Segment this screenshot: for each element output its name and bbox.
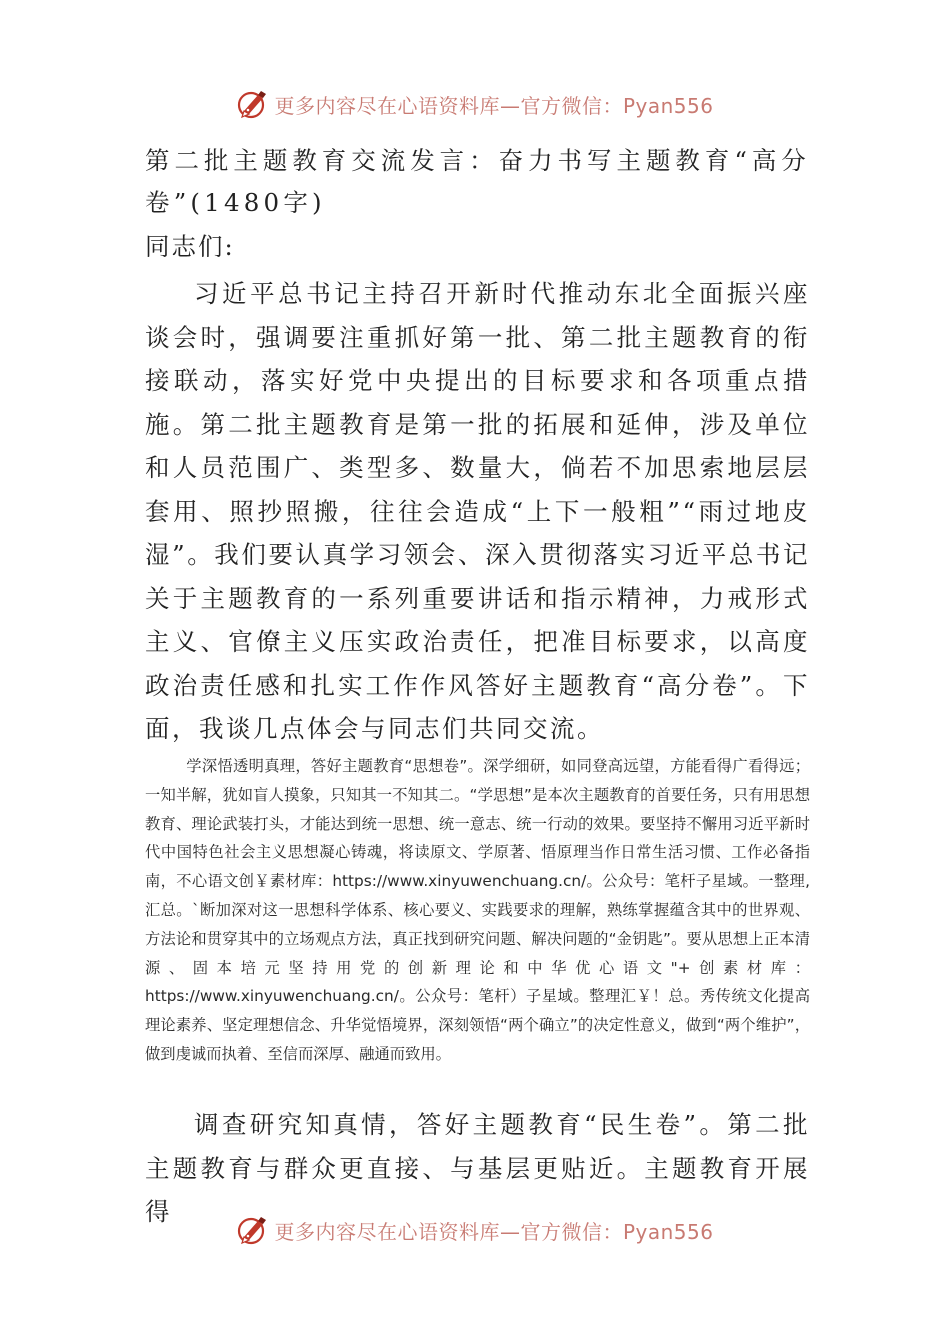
pen-nib-circle-icon bbox=[236, 87, 270, 121]
header-banner-text: 更多内容尽在心语资料库—官方微信：Pyan556 bbox=[274, 93, 714, 118]
header-banner[interactable] bbox=[0, 84, 950, 124]
pen-nib-circle-icon bbox=[236, 1213, 270, 1247]
document-title: 第二批主题教育交流发言：奋力书写主题教育“高分卷”(1480字) bbox=[145, 146, 810, 217]
paragraph-livelihood-section: 调查研究知真情，答好主题教育“民生卷”。第二批主题教育与群众更直接、与基层更贴近。主题教育开展得 bbox=[145, 1110, 810, 1226]
paragraph-intro: 习近平总书记主持召开新时代推动东北全面振兴座谈会时，强调要注重抓好第一批、第二批主题教育的衔接联动，落实好党中央提出的目标要求和各项重点措施。第二批主题教育是第一批的拓展和延伸，涉及单位和人员范围广、类型多、数量大，倘若不加思索地层层套用、照抄照搬，往往会造成“上下一般粗”“雨过地皮湿”。我们要认真学习领会、深入贯彻落实习近平总书记关于主题教育的一系列重要讲话和指示精神，力戒形式主义、官僚主义压实政治责任，把准目标要求，以高度政治责任感和扎实工作作风答好主题教育“高分卷”。下面，我谈几点体会与同志们共同交流。 bbox=[145, 279, 810, 743]
footer-banner[interactable] bbox=[0, 1210, 950, 1250]
paragraph-thought-section: 学深悟透明真理，答好主题教育“思想卷”。深学细研，如同登高远望，方能看得广看得远；一知半解，犹如盲人摸象，只知其一不知其二。“学思想”是本次主题教育的首要任务，只有用思想教育、理论武装打头，才能达到统一思想、统一意志、统一行动的效果。要坚持不懈用习近平新时代中国特色社会主义思想凝心铸魂，将读原文、学原著、悟原理当作日常生活习惯、工作必备指南，不心语文创￥素材库：https://www.xinyuwenchuang.cn/。公众号：笔杆子星域。一整理,汇总。`断加深对这一思想科学体系、核心要义、实践要求的理解，熟练掌握蕴含其中的世界观、方法论和贯穿其中的立场观点方法，真正找到研究问题、解决问题的“金钥匙”。要从思想上正本清源、固本培元坚持用党的创新理论和中华优心语文"+创素材库：https://www.xinyuwenchuang.cn/。公众号：笔杆）子星域。整理汇￥！总。秀传统文化提高理论素养、坚定理想信念、升华觉悟境界，深刻领悟“两个确立”的决定性意义，做到“两个维护”，做到虔诚而执着、至信而深厚、融通而致用。 bbox=[145, 757, 810, 1063]
salutation: 同志们: bbox=[145, 232, 235, 261]
footer-banner-text: 更多内容尽在心语资料库—官方微信：Pyan556 bbox=[274, 1219, 714, 1244]
